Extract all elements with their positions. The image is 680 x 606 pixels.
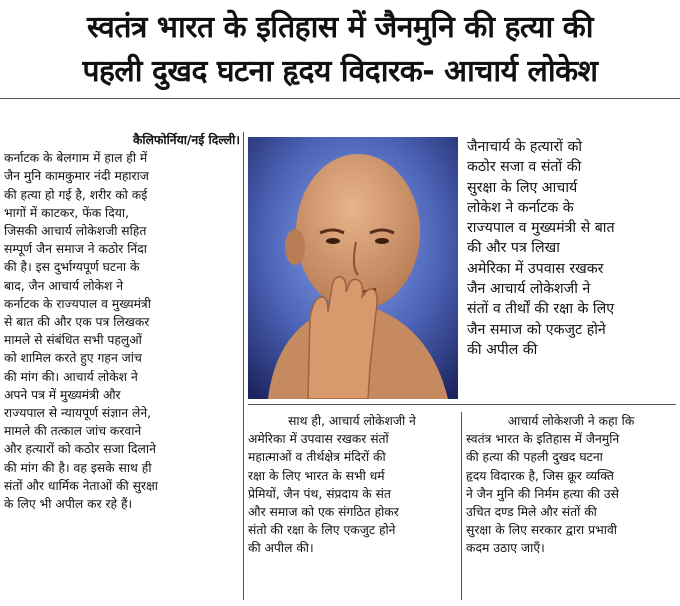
quote-line: की और पत्र लिखा — [467, 240, 560, 257]
pull-quote — [467, 137, 672, 360]
quote-line: संतों व तीर्थों की रक्षा के लिए — [467, 301, 615, 318]
quote-line: कठोर सजा व संतों की — [467, 159, 582, 176]
article-line: और समाज को एक संगठित होकर — [248, 505, 399, 520]
quote-line: सुरक्षा के लिए आचार्य — [467, 179, 578, 196]
article-line: की अपील की। — [248, 541, 314, 556]
article-line: स्वतंत्र भारत के इतिहास में जैनमुनि — [466, 432, 620, 447]
portrait-image — [248, 137, 458, 399]
quote-bottom-rule — [248, 404, 676, 405]
dateline: कैलिफोर्निया/नई दिल्ली। — [132, 133, 240, 147]
article-line: सम्पूर्ण जैन समाज ने कठोर निंदा — [4, 242, 147, 257]
article-line: आचार्य लोकेशजी ने कहा कि — [507, 414, 635, 428]
article-line: मामले से संबंधित सभी पहलुओं — [4, 333, 142, 348]
article-line: जिसकी आचार्य लोकेशजी सहित — [4, 224, 147, 239]
headline — [0, 6, 680, 94]
article-line: की हत्या की पहली दुखद घटना — [466, 450, 603, 465]
article-line: से बात की और एक पत्र लिखकर — [4, 315, 150, 330]
article-line: राज्यपाल से न्यायपूर्ण संज्ञान लेने, — [4, 406, 152, 421]
column-middle — [248, 412, 456, 558]
headline-line-1: स्वतंत्र भारत के इतिहास में जैनमुनि की हत्या की — [86, 10, 594, 45]
article-line: उचित दण्ड मिले और संतों की — [466, 505, 597, 520]
top-rule — [0, 98, 680, 99]
article-line: संतों और धार्मिक नेताओं की सुरक्षा — [4, 478, 158, 493]
column-left — [4, 131, 240, 513]
article-line: रक्षा के लिए भारत के सभी धर्म — [248, 468, 385, 483]
quote-line: की अपील की — [467, 341, 538, 358]
article-line: साथ ही, आचार्य लोकेशजी ने — [288, 414, 416, 428]
article-line: महात्माओं व तीर्थक्षेत्र मंदिरों की — [248, 450, 386, 465]
column-divider-1 — [243, 132, 244, 600]
article-line: कर्नाटक के बेलगाम में हाल ही में — [4, 151, 148, 166]
column-right — [466, 412, 676, 558]
quote-line: जैन समाज को एकजुट होने — [467, 321, 606, 338]
article-line: की है। इस दुर्भाग्यपूर्ण घटना के — [4, 260, 140, 275]
article-line: भागों में काटकर, फेंक दिया, — [4, 205, 130, 220]
article-line: के लिए भी अपील कर रहे हैं। — [4, 497, 133, 512]
column-divider-2 — [461, 412, 462, 600]
photo-acharya — [248, 137, 458, 399]
quote-line: अमेरिका में उपवास रखकर — [467, 260, 604, 277]
quote-line: राज्यपाल व मुख्यमंत्री से बात — [467, 220, 615, 237]
quote-line: जैनाचार्य के हत्यारों को — [467, 139, 583, 155]
quote-line: लोकेश ने कर्नाटक के — [467, 199, 574, 216]
article-line: प्रेमियों, जैन पंथ, संप्रदाय के संत — [248, 486, 391, 501]
article-line: ने जैन मुनि की निर्मम हत्या की उसे — [466, 486, 619, 501]
article-line: की हत्या हो गई है, शरीर को कई — [4, 187, 148, 202]
article-line: कर्नाटक के राज्यपाल व मुख्यमंत्री — [4, 296, 151, 311]
article-line: की मांग की। आचार्य लोकेश ने — [4, 369, 138, 384]
article-line: बाद, जैन आचार्य लोकेश ने — [4, 278, 124, 293]
quote-line: जैन आचार्य लोकेशजी ने — [467, 281, 591, 298]
article-line: को शामिल करते हुए गहन जांच — [4, 351, 142, 366]
article-line: कदम उठाए जाएँ। — [466, 541, 545, 556]
article-line: मामले की तत्काल जांच करवाने — [4, 424, 142, 439]
article-line: संतो की रक्षा के लिए एकजुट होने — [248, 523, 396, 538]
headline-line-2: पहली दुखद घटना हृदय विदारक- आचार्य लोकेश — [82, 54, 598, 89]
article-line: की मांग की है। वह इसके साथ ही — [4, 460, 152, 475]
article-line: अमेरिका में उपवास रखकर संतों — [248, 432, 389, 447]
article-line: सुरक्षा के लिए सरकार द्वारा प्रभावी — [466, 523, 617, 538]
article-line: अपने पत्र में मुख्यमंत्री और — [4, 387, 121, 402]
article-line: हृदय विदारक है, जिस क्रूर व्यक्ति — [466, 468, 614, 483]
article-line: और हत्यारों को कठोर सजा दिलाने — [4, 442, 156, 457]
left-lines — [4, 149, 240, 513]
article-line: जैन मुनि कामकुमार नंदी महाराज — [4, 169, 149, 184]
